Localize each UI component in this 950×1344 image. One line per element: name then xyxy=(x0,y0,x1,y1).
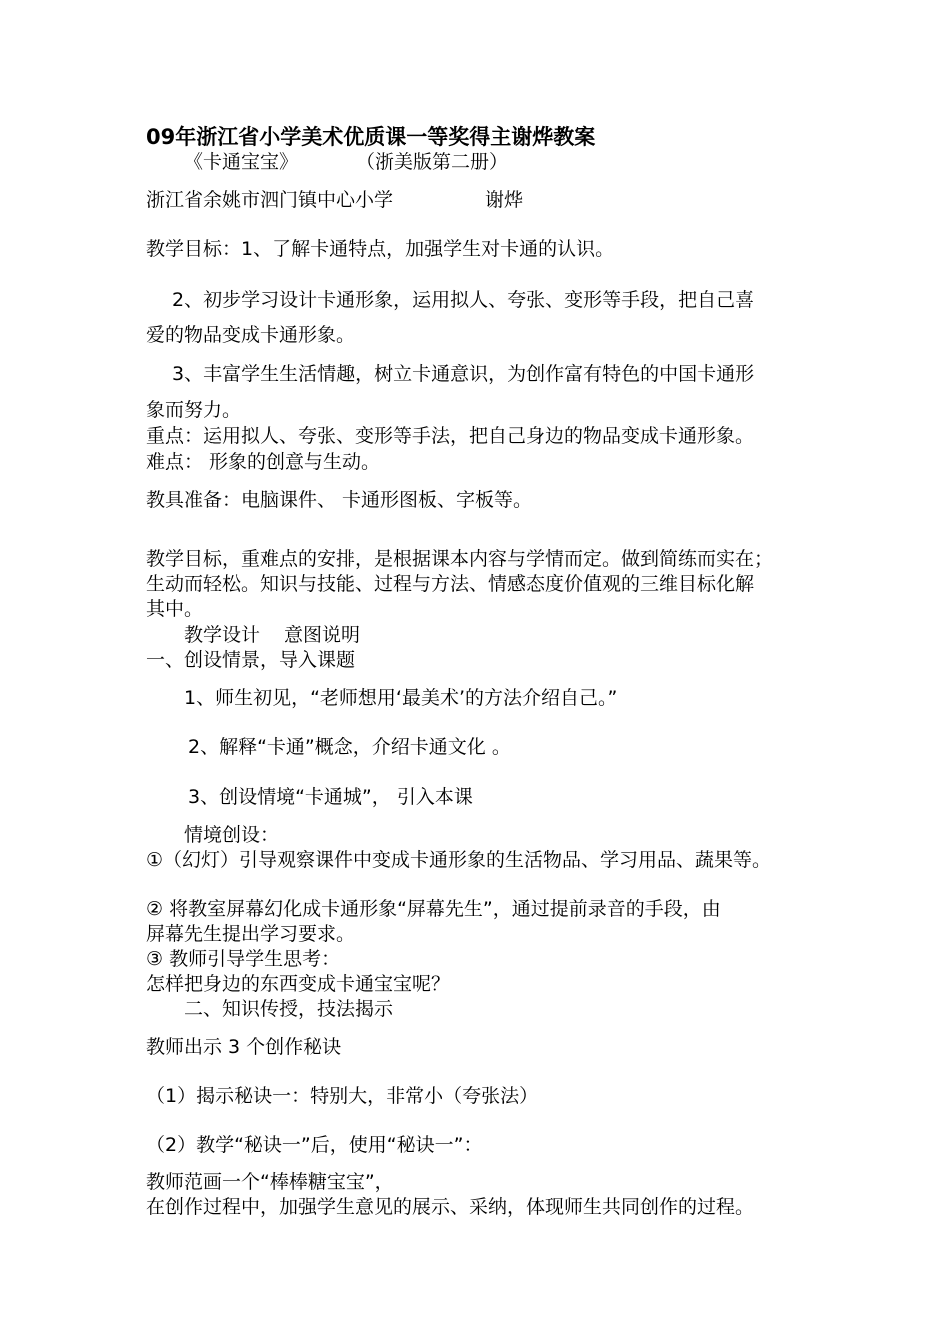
secret-1-usage: （2）教学“秘诀一”后，使用“秘诀一”： xyxy=(146,1134,483,1156)
step-2: 2、解释“卡通”概念，介绍卡通文化 。 xyxy=(188,736,511,758)
author-line xyxy=(146,188,523,212)
step-3: 3、创设情境“卡通城”， 引入本课 xyxy=(188,786,473,808)
design-label: 教学设计 xyxy=(184,624,261,646)
scene-item-2-line-1: ② 将教室屏幕幻化成卡通形象“屏幕先生”，通过提前录音的手段，由 xyxy=(146,898,721,920)
materials: 教具准备：电脑课件、 卡通形图板、字板等。 xyxy=(146,489,533,511)
subtitle xyxy=(184,150,508,174)
scene-item-2-line-2: 屏幕先生提出学习要求。 xyxy=(146,923,356,945)
goal-2-line-2: 爱的物品变成卡通形象。 xyxy=(146,324,356,346)
document-title: 09年浙江省小学美术优质课一等奖得主谢烨教案 xyxy=(146,125,596,149)
rationale-line-3: 其中。 xyxy=(146,598,204,620)
rationale-line-2: 生动而轻松。知识与技能、过程与方法、情感态度价值观的三维目标化解 xyxy=(146,573,755,595)
goal-2-line-1: 2、初步学习设计卡通形象，运用拟人、夸张、变形等手段，把自己喜 xyxy=(172,289,755,311)
key-point: 重点：运用拟人、夸张、变形等手法，把自己身边的物品变成卡通形象。 xyxy=(146,425,755,447)
school-name: 浙江省余姚市泗门镇中心小学 xyxy=(146,189,394,211)
goal-1: 教学目标：1、了解卡通特点，加强学生对卡通的认识。 xyxy=(146,238,615,260)
guiding-question: 怎样把身边的东西变成卡通宝宝呢？ xyxy=(146,973,451,995)
goal-3-line-2: 象而努力。 xyxy=(146,399,242,421)
difficulty: 难点： 形象的创意与生动。 xyxy=(146,451,381,473)
section-2-heading: 二、知识传授，技法揭示 xyxy=(184,998,394,1020)
section-1-heading: 一、创设情景，导入课题 xyxy=(146,649,356,671)
teacher-demo: 教师范画一个“棒棒糖宝宝”， xyxy=(146,1171,394,1193)
scene-item-3: ③ 教师引导学生思考： xyxy=(146,948,341,970)
edition-note: （浙美版第二册） xyxy=(356,151,509,173)
step-1: 1、师生初见，“老师想用‘最美术’的方法介绍自己。” xyxy=(184,687,618,709)
design-header xyxy=(184,623,360,647)
rationale-line-1: 教学目标，重难点的安排，是根据课本内容与学情而定。做到简练而实在； xyxy=(146,548,774,570)
secrets-intro: 教师出示 3 个创作秘诀 xyxy=(146,1036,342,1058)
book-title: 《卡通宝宝》 xyxy=(184,151,299,173)
goal-3-line-1: 3、丰富学生生活情趣，树立卡通意识，为创作富有特色的中国卡通形 xyxy=(172,363,755,385)
creation-process: 在创作过程中，加强学生意见的展示、采纳，体现师生共同创作的过程。 xyxy=(146,1196,755,1218)
author-name: 谢烨 xyxy=(485,189,524,211)
secret-1: （1）揭示秘诀一：特别大，非常小（夸张法） xyxy=(146,1085,539,1107)
intent-label: 意图说明 xyxy=(284,624,361,646)
scene-item-1: ①（幻灯）引导观察课件中变成卡通形象的生活物品、学习用品、蔬果等。 xyxy=(146,849,772,871)
scene-heading: 情境创设： xyxy=(184,824,280,846)
